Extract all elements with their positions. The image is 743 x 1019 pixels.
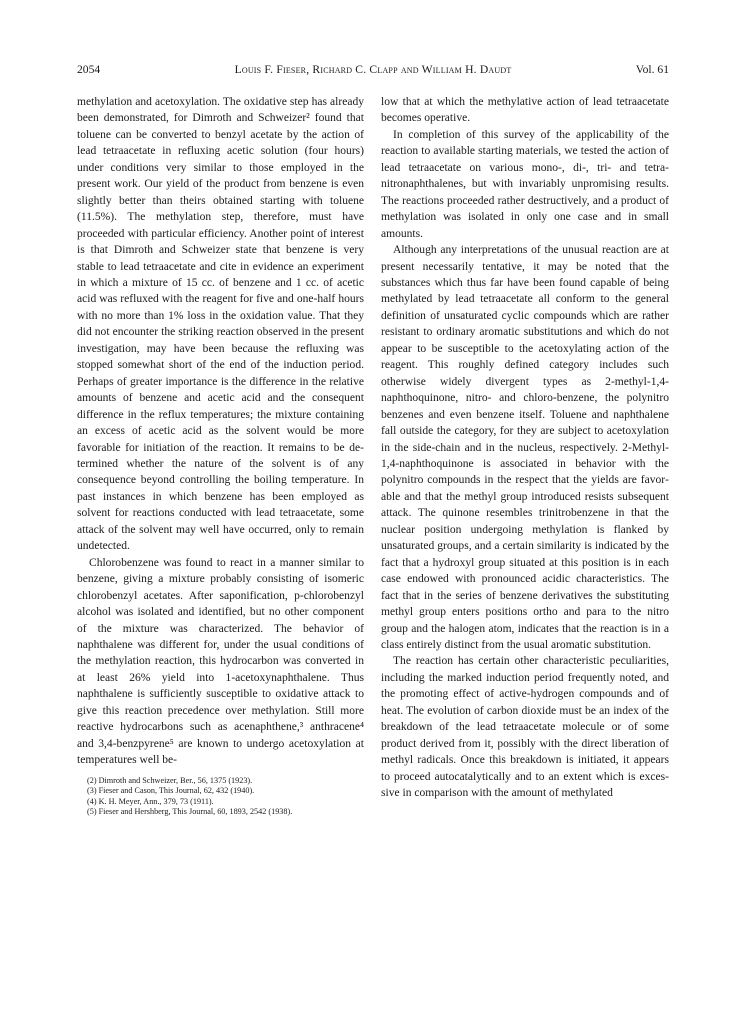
paragraph-low-temperature-continued: low that at which the methylative action of lead tetraacetate becomes operative. [381, 96, 669, 125]
paragraph-survey-completion: In completion of this survey of the applicability of the reaction to available starting materials, we tested the action of lead tetraacetate on various mono-, di-, tri- and tetra-nitronaphthalenes, but with invariably unpromising results. The reactions proceeded rather destructively, and a product of methylation was isolated in only one case and in small amounts. [381, 128, 669, 240]
running-header [77, 62, 669, 78]
paragraph-methylation-continued: methylation and acetoxylation. The oxidative step has already been demonstrated, for Dimroth and Schweizer² found that toluene can be converted to benzyl acetate by the action of lead tetraacetate in refluxing acetic solution (four hours) under conditions very similar to those employed in the present work. Our yield of the product from benzene is even slightly better than theirs obtained starting with toluene (11.5%). The methylation step, therefore, must have proceeded with particular efficiency. Another point of interest is that Dimroth and Schweizer state that benzene is very stable to lead tetraacetate and cite in evidence an experiment in which a mixture of 15 cc. of benzene and 1 cc. of acetic acid was refluxed with the reagent for five and one-half hours with no more than 1% loss in the oxidation value. That they did not encounter the striking reaction observed in the present investigation, may have been because the refluxing was stopped somewhat short of the end of the induction period. Perhaps of greater importance is the difference in the relative amounts of benzene and acetic acid and the consequent difference in the reflux temperatures; the mixture containing an excess of acetic acid as the solvent would be more favorable for initiation of the reaction. It remains to be determined whether the nature of the solvent is of any consequence beyond controlling the boiling temperature. In past instances in which benzene has been employed as solvent for reactions conducted with lead tetraacetate, some attack of the solvent may well have occurred, only to remain undetected. [77, 96, 364, 553]
paragraph-chlorobenzene: Chlorobenzene was found to react in a manner similar to benzene, giving a mixture probably consisting of isomeric chlorobenzyl acetates. After saponification, p-chlorobenzyl alcohol was isolated and identified, but no other component of the mixture was characterized. The behavior of naphthalene was different for, under the usual conditions of the methylation reaction, this hydrocarbon was converted in at least 26% yield into 1-acetoxynaphthalene. Thus naphthalene is sufficiently susceptible to oxidative attack to give this reaction precedence over methylation. Still more reactive hydrocarbons such as acenaphthene,³ anthracene⁴ and 3,4-benzpyrene⁵ are known to undergo acetoxylation at temperatures well be- [77, 556, 364, 767]
volume-label: Vol. 61 [635, 63, 669, 76]
left-column [77, 94, 364, 818]
running-head-authors: Louis F. Fieser, Richard C. Clapp and William H. Daudt [234, 63, 512, 76]
paragraph-interpretations: Although any interpretations of the unusual reaction are at present necessarily tentative, it may be noted that the substances which thus far have been found capable of being methylated by lead tetraacetate all conform to the general definition of unsaturated cyclic compounds which are rather resistant to ordinary aromatic substitutions and which do not appear to be susceptible to the acetoxylating action of the reagent. This roughly defined category includes such otherwise widely divergent types as 2-methyl-1,4-naphthoquinone, nitro- and chloro-benzene, the polynitro benzenes and even benzene itself. Toluene and naphthalene fall outside the category, for they are subject to acetoxylation in the side-chain and in the nucleus, respectively. 2-Methyl-1,4-naphthoquinone is associated in behavior with the polynitro compounds in the respect that the yields are favorable and that the methyl group introduced resists subsequent attack. The quinone resembles trinitrobenzene in that the nuclear position undergoing methylation is flanked by unsaturated groups, and a certain similarity is indicated by the fact that a hydroxyl group situated at this position is in each case endowed with pronounced acidic characteristics. The fact that in the series of benzene derivatives the substituting methyl group enters positions ortho and para to the nitro group and the halogen atom, indicates that the reaction is in a class entirely distinct from the usual aromatic substitution. [381, 244, 669, 651]
footnote-3: (3) Fieser and Cason, This Journal, 62, 432 (1940). [87, 786, 255, 796]
footnotes [77, 773, 364, 818]
footnote-5: (5) Fieser and Hershberg, This Journal, 60, 1893, 2542 (1938). [87, 807, 293, 817]
page-number: 2054 [77, 63, 101, 76]
right-column [381, 94, 669, 801]
footnote-2: (2) Dimroth and Schweizer, Ber., 56, 1375 (1923). [87, 775, 253, 785]
paragraph-peculiarities: The reaction has certain other characteristic peculiarities, including the marked induction period frequently noted, and the promoting effect of active-hydrogen compounds and of heat. The evolution of carbon dioxide must be an index of the breakdown of the lead tetraacetate molecule or of some product derived from it, possibly with the direct liberation of methyl radicals. Once this breakdown is initiated, it appears to proceed autocatalytically and to an extent which is excessive in comparison with the amount of methylated [381, 655, 669, 800]
footnote-4: (4) K. H. Meyer, Ann., 379, 73 (1911). [87, 796, 214, 806]
